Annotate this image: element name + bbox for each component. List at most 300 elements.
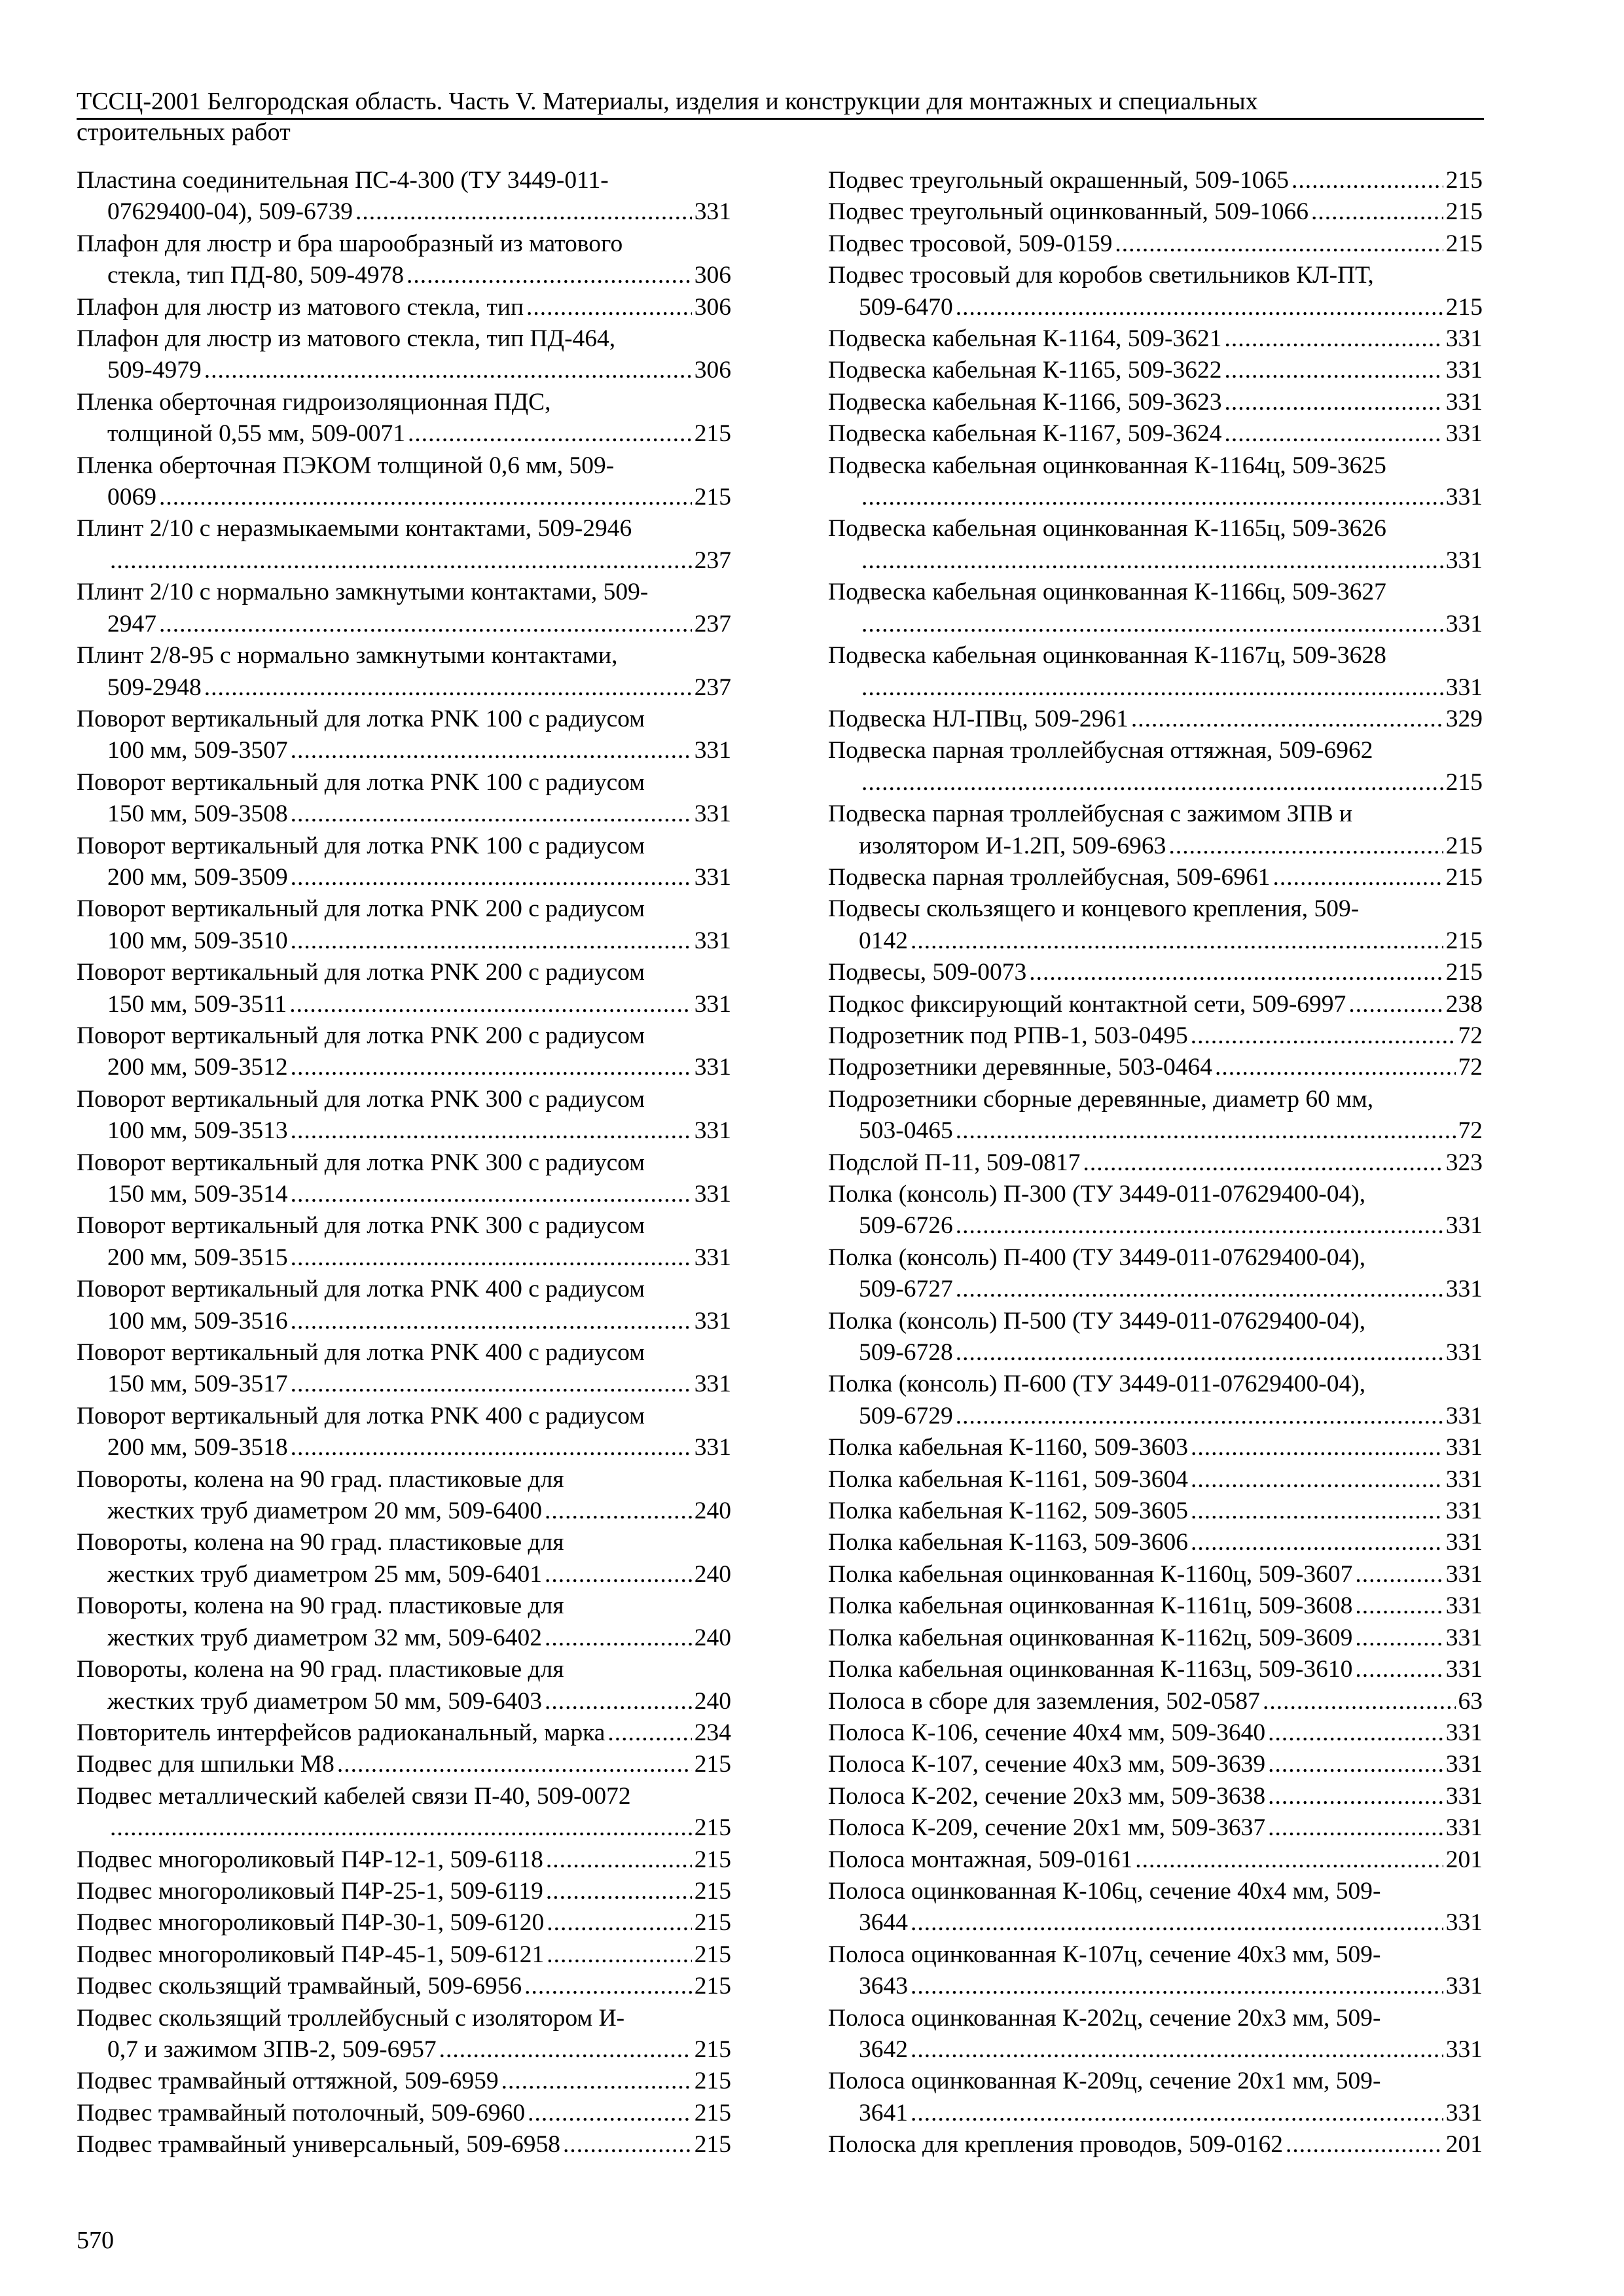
entry-title-continuation: стекла, тип ПД-80, 509-4978: [107, 262, 405, 289]
entry-title-line: Подвесы скользящего и концевого крепления, 509-: [828, 895, 1360, 923]
entry-title-continuation: Подвеска НЛ-ПВц, 509-2961: [828, 705, 1128, 732]
entry-title-line: Полка (консоль) П-500 (ТУ 3449-011-07629400-04),: [828, 1307, 1366, 1335]
dot-leader: [204, 355, 692, 386]
entry-page-number: 331: [694, 1054, 731, 1081]
entry-leader-line: [77, 1242, 731, 1274]
dot-leader: [291, 1432, 692, 1463]
entry-title-continuation: Полка кабельная К-1160, 509-3603: [828, 1434, 1188, 1462]
entry-title-line: Плинт 2/8-95 с нормально замкнутыми контактами,: [77, 642, 618, 670]
dot-leader: [911, 2098, 1443, 2129]
entry-page-number: 215: [1445, 832, 1483, 859]
entry-title-line: Поворот вертикальный для лотка PNK 400 с радиусом: [77, 1276, 645, 1303]
entry-leader-line: [77, 1749, 731, 1780]
entry-leader-line: [828, 2098, 1483, 2129]
entry-title-line: Поворот вертикальный для лотка PNK 400 с радиусом: [77, 1339, 645, 1367]
entry-leader-line: [828, 1844, 1483, 1876]
entry-page-number: 331: [1445, 1624, 1483, 1651]
entry-title-continuation: 150 мм, 509-3508: [107, 800, 288, 828]
dot-leader: [1083, 1147, 1443, 1179]
entry-page-number: 215: [1445, 230, 1483, 257]
entry-title-line: Повороты, колена на 90 град. пластиковые для: [77, 1529, 564, 1556]
entry-page-number: 331: [1445, 2099, 1483, 2126]
index-entry: [828, 1749, 1483, 1780]
entry-title-continuation: Подрозетник под РПВ-1, 503-0495: [828, 1022, 1188, 1049]
entry-page-number: 331: [694, 800, 731, 828]
index-entry: [828, 165, 1483, 196]
index-entry: [828, 862, 1483, 893]
entry-title-continuation: 2947: [107, 610, 156, 637]
dot-leader: [291, 1052, 692, 1083]
entry-page-number: 306: [694, 262, 731, 289]
dot-leader: [204, 672, 692, 704]
index-entry: [828, 1876, 1483, 1939]
entry-leader-line: [828, 1559, 1483, 1590]
entry-page-number: 331: [1445, 1276, 1483, 1303]
entry-page-number: 331: [1445, 1719, 1483, 1746]
entry-page-number: 215: [694, 2036, 731, 2063]
dot-leader: [1224, 387, 1443, 418]
entry-leader-line: [77, 2129, 731, 2161]
entry-page-number: 215: [694, 1973, 731, 2000]
index-entry: [828, 2129, 1483, 2161]
index-entry: [77, 1590, 731, 1654]
entry-title-continuation: 0069: [107, 484, 156, 511]
entry-title-continuation: 200 мм, 509-3512: [107, 1054, 288, 1081]
entry-leader-line: [828, 228, 1483, 260]
entry-title-continuation: Полка кабельная оцинкованная К-1162ц, 509-3609: [828, 1624, 1353, 1651]
entry-page-number: 215: [694, 2099, 731, 2126]
entry-page-number: 331: [694, 1117, 731, 1145]
entry-title-line: Пленка оберточная ПЭКОМ толщиной 0,6 мм, 509-: [77, 452, 615, 479]
index-entry: [828, 450, 1483, 514]
entry-title-continuation: Полка кабельная К-1162, 509-3605: [828, 1498, 1188, 1525]
entry-leader-line: [828, 418, 1483, 450]
index-entry: [77, 1084, 731, 1147]
index-entry: [77, 1749, 731, 1780]
entry-title-continuation: Подвес треугольный оцинкованный, 509-1066: [828, 198, 1308, 226]
entry-leader-line: [828, 482, 1483, 513]
dot-leader: [545, 1623, 692, 1654]
entry-title-continuation: 509-4979: [107, 357, 202, 384]
entry-title-line: Плафон для люстр из матового стекла, тип ПД-464,: [77, 325, 616, 353]
entry-page-number: 215: [694, 1909, 731, 1937]
entry-leader-line: [828, 292, 1483, 323]
entry-title-continuation: 07629400-04), 509-6739: [107, 198, 353, 226]
entry-page-number: 331: [1445, 1560, 1483, 1588]
index-entry: [828, 893, 1483, 957]
index-entry: [828, 640, 1483, 704]
entry-leader-line: [828, 957, 1483, 988]
entry-leader-line: [828, 1496, 1483, 1527]
entry-title-line: Поворот вертикальный для лотка PNK 200 с радиусом: [77, 1022, 645, 1049]
dot-leader: [501, 2066, 692, 2097]
index-entry: [828, 1020, 1483, 1052]
entry-title-continuation: 100 мм, 509-3516: [107, 1307, 288, 1335]
index-entry: [77, 1907, 731, 1939]
entry-title-line: Полоса оцинкованная К-106ц, сечение 40х4 мм, 509-: [828, 1877, 1381, 1905]
dot-leader: [1135, 1844, 1443, 1876]
entry-title-continuation: 150 мм, 509-3511: [107, 990, 287, 1018]
index-entry: [77, 165, 731, 228]
entry-leader-line: [77, 1179, 731, 1210]
dot-leader: [911, 1971, 1443, 2002]
entry-page-number: 331: [1445, 1782, 1483, 1810]
dot-leader: [291, 925, 692, 957]
index-entry: [77, 228, 731, 292]
entry-leader-line: [828, 767, 1483, 798]
entry-leader-line: [77, 1623, 731, 1654]
entry-page-number: 331: [1445, 547, 1483, 574]
entry-leader-line: [828, 2129, 1483, 2161]
entry-leader-line: [77, 925, 731, 957]
entry-page-number: 331: [1445, 1212, 1483, 1240]
index-entry: [828, 1147, 1483, 1179]
entry-title-line: Полка (консоль) П-600 (ТУ 3449-011-07629400-04),: [828, 1371, 1366, 1398]
dot-leader: [291, 735, 692, 766]
dot-leader: [1191, 1432, 1443, 1463]
entry-leader-line: [828, 1971, 1483, 2002]
entry-page-number: 215: [1445, 198, 1483, 226]
dot-leader: [861, 609, 1443, 640]
entry-page-number: 72: [1458, 1022, 1483, 1049]
dot-leader: [1355, 1623, 1443, 1654]
index-entry: [77, 1876, 731, 1907]
entry-leader-line: [828, 1401, 1483, 1432]
index-column-left: [77, 165, 731, 2161]
entry-leader-line: [77, 2066, 731, 2097]
dot-leader: [1348, 989, 1443, 1020]
entry-page-number: 72: [1458, 1054, 1483, 1081]
index-entry: [77, 387, 731, 450]
dot-leader: [1311, 196, 1443, 228]
entry-leader-line: [828, 2034, 1483, 2066]
entry-title-line: Поворот вертикальный для лотка PNK 100 с радиусом: [77, 705, 645, 732]
entry-page-number: 331: [1445, 325, 1483, 353]
entry-title-continuation: 150 мм, 509-3514: [107, 1181, 288, 1208]
dot-leader: [1115, 228, 1443, 260]
entry-page-number: 331: [1445, 1434, 1483, 1462]
entry-title-continuation: жестких труб диаметром 50 мм, 509-6403: [107, 1687, 542, 1715]
entry-title-continuation: 3643: [859, 1973, 908, 2000]
index-entry: [77, 1844, 731, 1876]
dot-leader: [1268, 1812, 1443, 1844]
entry-leader-line: [828, 1115, 1483, 1147]
entry-leader-line: [828, 1274, 1483, 1305]
entry-title-line: Поворот вертикальный для лотка PNK 300 с радиусом: [77, 1149, 645, 1176]
entry-title-line: Подвеска кабельная оцинкованная К-1167ц, 509-3628: [828, 642, 1386, 670]
dot-leader: [956, 1401, 1443, 1432]
index-entry: [828, 1654, 1483, 1685]
entry-title-line: Полка (консоль) П-400 (ТУ 3449-011-07629400-04),: [828, 1244, 1366, 1271]
entry-title-line: Плинт 2/10 с неразмыкаемыми контактами, 509-2946: [77, 515, 632, 543]
entry-title-continuation: Подвес тросовой, 509-0159: [828, 230, 1113, 257]
entry-leader-line: [828, 672, 1483, 704]
entry-title-continuation: Плафон для люстр из матового стекла, тип: [77, 293, 524, 321]
entry-title-continuation: Подвеска кабельная К-1164, 509-3621: [828, 325, 1222, 353]
entry-leader-line: [77, 2034, 731, 2066]
index-entry: [828, 1623, 1483, 1654]
dot-leader: [291, 1242, 692, 1274]
entry-page-number: 215: [694, 1941, 731, 1968]
entry-title-continuation: Полоса К-209, сечение 20х1 мм, 509-3637: [828, 1814, 1266, 1842]
entry-leader-line: [828, 609, 1483, 640]
entry-page-number: 237: [694, 547, 731, 574]
index-entry: [828, 387, 1483, 418]
index-entry: [77, 513, 731, 577]
entry-page-number: 331: [694, 1371, 731, 1398]
dot-leader: [545, 1496, 692, 1527]
index-entry: [828, 1844, 1483, 1876]
entry-leader-line: [77, 1971, 731, 2002]
entry-leader-line: [828, 545, 1483, 577]
index-entry: [828, 228, 1483, 260]
index-entry: [828, 735, 1483, 798]
entry-leader-line: [77, 798, 731, 830]
entry-leader-line: [828, 989, 1483, 1020]
index-column-right: [828, 165, 1483, 2161]
entry-title-line: Подвес металлический кабелей связи П-40, 509-0072: [77, 1782, 631, 1810]
index-entry: [77, 957, 731, 1020]
entry-title-continuation: 509-6728: [859, 1339, 953, 1367]
dot-leader: [1355, 1590, 1443, 1622]
index-entry: [77, 704, 731, 767]
index-entry: [828, 1242, 1483, 1306]
entry-title-continuation: 100 мм, 509-3507: [107, 737, 288, 764]
entry-title-line: Подвеска парная троллейбусная с зажимом ЗПВ и: [828, 800, 1353, 828]
dot-leader: [1224, 355, 1443, 386]
entry-page-number: 201: [1445, 1846, 1483, 1873]
entry-page-number: 240: [694, 1560, 731, 1588]
entry-title-line: Поворот вертикальный для лотка PNK 100 с радиусом: [77, 768, 645, 796]
index-entry: [828, 196, 1483, 228]
dot-leader: [524, 1971, 692, 2002]
entry-leader-line: [77, 260, 731, 291]
entry-leader-line: [77, 1812, 731, 1844]
entry-title-continuation: 200 мм, 509-3515: [107, 1244, 288, 1271]
entry-title-continuation: Подкос фиксирующий контактной сети, 509-6997: [828, 990, 1346, 1018]
entry-page-number: 331: [1445, 1814, 1483, 1842]
entry-leader-line: [828, 1464, 1483, 1496]
index-entry: [77, 1717, 731, 1749]
entry-page-number: 215: [694, 2131, 731, 2159]
index-entry: [77, 1210, 731, 1274]
dot-leader: [911, 1907, 1443, 1939]
entry-leader-line: [77, 1052, 731, 1083]
entry-leader-line: [828, 1052, 1483, 1083]
dot-leader: [1286, 2129, 1443, 2161]
entry-page-number: 215: [1445, 927, 1483, 954]
index-entry: [77, 2129, 731, 2161]
entry-title-continuation: Подвес трамвайный потолочный, 509-6960: [77, 2099, 526, 2126]
entry-title-line: Подвес тросовый для коробов светильников КЛ-ПТ,: [828, 262, 1374, 289]
entry-leader-line: [77, 1496, 731, 1527]
entry-page-number: 237: [694, 610, 731, 637]
entry-leader-line: [828, 1527, 1483, 1558]
dot-leader: [1268, 1717, 1443, 1749]
index-entry: [77, 1654, 731, 1717]
entry-leader-line: [77, 735, 731, 766]
dot-leader: [1191, 1464, 1443, 1496]
dot-leader: [1224, 418, 1443, 450]
entry-leader-line: [828, 1907, 1483, 1939]
index-entry: [77, 1464, 731, 1528]
entry-leader-line: [77, 482, 731, 513]
index-entry: [77, 1020, 731, 1084]
dot-leader: [956, 1274, 1443, 1305]
index-entry: [828, 1590, 1483, 1622]
entry-page-number: 331: [1445, 484, 1483, 511]
dot-leader: [1191, 1496, 1443, 1527]
entry-page-number: 215: [694, 1877, 731, 1905]
entry-page-number: 215: [1445, 293, 1483, 321]
entry-leader-line: [828, 387, 1483, 418]
entry-page-number: 331: [694, 198, 731, 226]
dot-leader: [355, 196, 692, 228]
entry-leader-line: [77, 989, 731, 1020]
entry-title-continuation: Повторитель интерфейсов радиоканальный, марка: [77, 1719, 605, 1746]
entry-page-number: 237: [694, 673, 731, 701]
entry-page-number: 331: [1445, 1339, 1483, 1367]
dot-leader: [291, 1369, 692, 1400]
entry-title-continuation: Полка кабельная оцинкованная К-1161ц, 509-3608: [828, 1592, 1353, 1620]
dot-leader: [291, 862, 692, 893]
index-entry: [77, 1527, 731, 1590]
dot-leader: [546, 1876, 692, 1907]
entry-page-number: 215: [694, 420, 731, 448]
entry-page-number: 331: [1445, 1498, 1483, 1525]
entry-title-line: Полоса оцинкованная К-202ц, сечение 20х3 мм, 509-: [828, 2004, 1381, 2032]
dot-leader: [291, 1306, 692, 1337]
entry-title-continuation: Полка кабельная К-1161, 509-3604: [828, 1465, 1188, 1493]
index-entry: [828, 418, 1483, 450]
dot-leader: [159, 482, 692, 513]
entry-page-number: 306: [694, 293, 731, 321]
index-entry: [828, 1052, 1483, 1083]
entry-title-continuation: Подвес многороликовый П4Р-25-1, 509-6119: [77, 1877, 543, 1905]
entry-title-continuation: 100 мм, 509-3513: [107, 1117, 288, 1145]
index-entry: [828, 2066, 1483, 2129]
entry-leader-line: [828, 1781, 1483, 1812]
dot-leader: [861, 545, 1443, 577]
index-entry: [828, 1306, 1483, 1369]
entry-title-continuation: Подвес трамвайный универсальный, 509-6958: [77, 2131, 560, 2159]
dot-leader: [911, 2034, 1443, 2066]
entry-title-continuation: 509-6729: [859, 1402, 953, 1429]
dot-leader: [1131, 704, 1443, 735]
entry-leader-line: [828, 1812, 1483, 1844]
dot-leader: [607, 1717, 691, 1749]
index-entry: [77, 1971, 731, 2002]
entry-leader-line: [77, 1115, 731, 1147]
entry-leader-line: [77, 1559, 731, 1590]
entry-title-line: Подвес скользящий троллейбусный с изолятором И-: [77, 2004, 625, 2032]
entry-page-number: 331: [1445, 1592, 1483, 1620]
entry-page-number: 215: [694, 1846, 731, 1873]
entry-title-continuation: Полка кабельная К-1163, 509-3606: [828, 1529, 1188, 1556]
index-entry: [828, 1939, 1483, 2003]
entry-page-number: 240: [694, 1687, 731, 1715]
index-entry: [77, 2098, 731, 2129]
entry-page-number: 238: [1445, 990, 1483, 1018]
dot-leader: [1355, 1654, 1443, 1685]
entry-page-number: 331: [1445, 357, 1483, 384]
entry-page-number: 331: [1445, 1751, 1483, 1778]
entry-page-number: 331: [694, 1244, 731, 1271]
dot-leader: [289, 989, 692, 1020]
entry-title-continuation: Подвес для шпильки М8: [77, 1751, 334, 1778]
entry-leader-line: [828, 831, 1483, 862]
entry-leader-line: [77, 1369, 731, 1400]
entry-title-continuation: Полоса К-202, сечение 20х3 мм, 509-3638: [828, 1782, 1266, 1810]
entry-page-number: 331: [1445, 1465, 1483, 1493]
dot-leader: [956, 1210, 1443, 1242]
entry-title-continuation: Полка кабельная оцинкованная К-1160ц, 509-3607: [828, 1560, 1353, 1588]
dot-leader: [547, 1907, 691, 1939]
entry-leader-line: [77, 609, 731, 640]
header-line-1: ТССЦ-2001 Белгородская область. Часть V. Материалы, изделия и конструкции для монтажных и специальных: [77, 88, 1258, 115]
entry-title-continuation: жестких труб диаметром 20 мм, 509-6400: [107, 1498, 542, 1525]
index-entry: [77, 1147, 731, 1211]
index-entry: [77, 2066, 731, 2097]
entry-title-line: Полоса оцинкованная К-209ц, сечение 20х1 мм, 509-: [828, 2068, 1381, 2095]
entry-page-number: 63: [1458, 1687, 1483, 1715]
index-entry: [828, 704, 1483, 735]
index-entry: [828, 1686, 1483, 1717]
dot-leader: [1029, 957, 1443, 988]
dot-leader: [1191, 1020, 1456, 1052]
entry-leader-line: [77, 355, 731, 386]
entry-page-number: 331: [694, 990, 731, 1018]
entry-page-number: 215: [1445, 863, 1483, 891]
dot-leader: [547, 1939, 691, 1971]
entry-leader-line: [77, 1939, 731, 1971]
dot-leader: [545, 1559, 692, 1590]
index-entry: [828, 798, 1483, 862]
entry-page-number: 331: [694, 737, 731, 764]
index-entry: [828, 1464, 1483, 1496]
dot-leader: [110, 545, 692, 577]
entry-leader-line: [828, 1147, 1483, 1179]
entry-title-line: Поворот вертикальный для лотка PNK 100 с радиусом: [77, 832, 645, 859]
entry-title-line: Полка (консоль) П-300 (ТУ 3449-011-07629400-04),: [828, 1181, 1366, 1208]
entry-title-continuation: 100 мм, 509-3510: [107, 927, 288, 954]
dot-leader: [291, 798, 692, 830]
index-entry: [77, 831, 731, 894]
entry-page-number: 331: [1445, 673, 1483, 701]
dot-leader: [408, 418, 692, 450]
entry-title-line: Поворот вертикальный для лотка PNK 200 с радиусом: [77, 895, 645, 923]
entry-page-number: 329: [1445, 705, 1483, 732]
entry-title-continuation: Подвес многороликовый П4Р-45-1, 509-6121: [77, 1941, 545, 1968]
entry-page-number: 215: [694, 1751, 731, 1778]
index-entry: [77, 1781, 731, 1844]
dot-leader: [956, 292, 1443, 323]
dot-leader: [1273, 862, 1443, 893]
entry-title-line: Поворот вертикальный для лотка PNK 200 с радиусом: [77, 959, 645, 986]
dot-leader: [861, 767, 1443, 798]
dot-leader: [911, 925, 1443, 957]
dot-leader: [1224, 323, 1443, 355]
entry-title-line: Плинт 2/10 с нормально замкнутыми контактами, 509-: [77, 579, 649, 606]
entry-leader-line: [828, 1432, 1483, 1463]
entry-page-number: 331: [1445, 1656, 1483, 1683]
entry-leader-line: [77, 1876, 731, 1907]
dot-leader: [1268, 1749, 1443, 1780]
entry-page-number: 240: [694, 1624, 731, 1651]
entry-title-continuation: Подрозетники деревянные, 503-0464: [828, 1054, 1213, 1081]
dot-leader: [337, 1749, 692, 1780]
entry-leader-line: [828, 1654, 1483, 1685]
